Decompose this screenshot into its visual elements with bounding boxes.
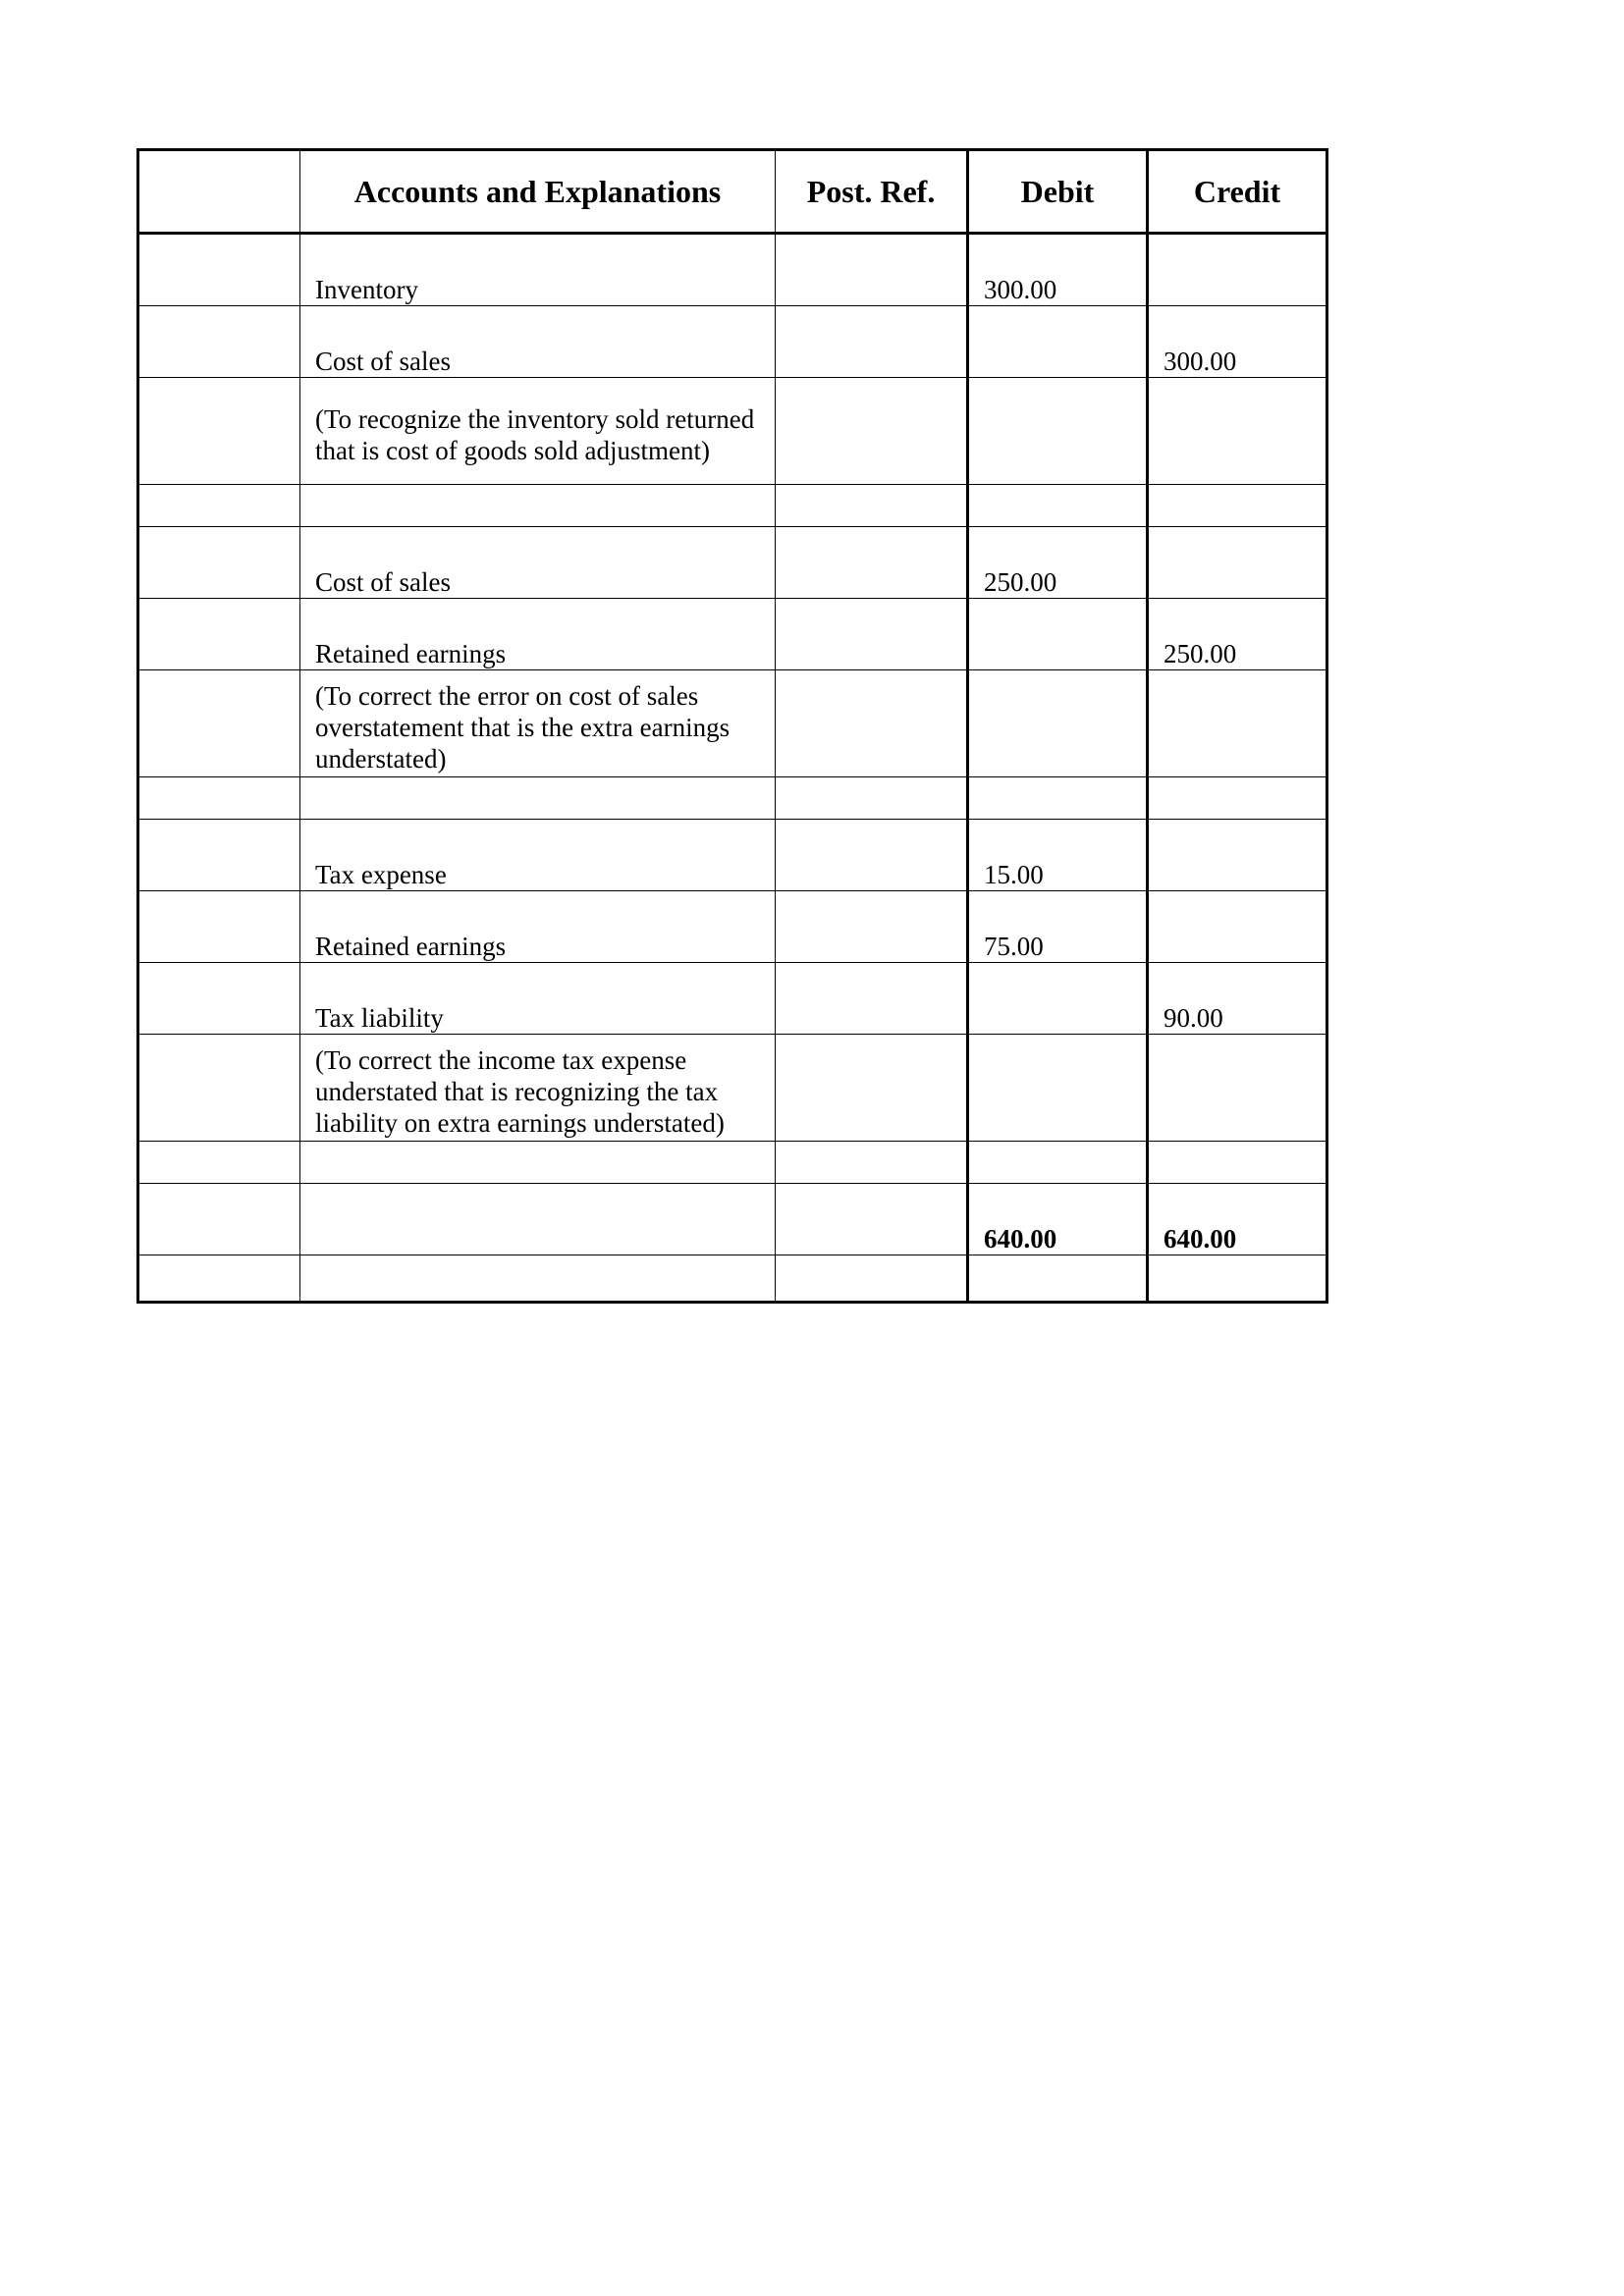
explanation-cell [300,1035,776,1142]
explanation-cell [300,378,776,485]
post-ref-cell [776,234,968,306]
debit-cell [968,1255,1148,1303]
spacer-row [138,1255,1327,1303]
date-header [138,150,300,234]
post-ref-cell [776,1142,968,1184]
journal-line [138,891,1327,963]
account-cell: Retained earnings [300,599,776,670]
credit-cell: 250.00 [1148,599,1327,670]
date-cell [138,485,300,527]
spacer-row [138,777,1327,820]
debit-cell: 75.00 [968,891,1148,963]
post-ref-cell [776,1035,968,1142]
date-cell [138,1184,300,1255]
journal-line [138,599,1327,670]
explanation-cell [300,670,776,777]
post-ref-cell [776,527,968,599]
journal-entry-table [136,148,1328,1304]
account-cell: Inventory [300,234,776,306]
credit-cell [1148,485,1327,527]
credit-cell [1148,234,1327,306]
debit-cell [968,1035,1148,1142]
credit-cell [1148,1035,1327,1142]
date-cell [138,378,300,485]
account-cell [300,485,776,527]
date-cell [138,527,300,599]
debit-cell: 15.00 [968,820,1148,891]
post-ref-cell [776,378,968,485]
debit-cell: 250.00 [968,527,1148,599]
date-cell [138,963,300,1035]
date-cell [138,234,300,306]
journal-line [138,306,1327,378]
journal-line [138,820,1327,891]
post-ref-cell [776,1255,968,1303]
account-cell: Cost of sales [300,306,776,378]
date-cell [138,820,300,891]
spacer-row [138,1142,1327,1184]
debit-cell [968,485,1148,527]
post-ref-cell [776,599,968,670]
date-cell [138,777,300,820]
account-cell [300,777,776,820]
debit-cell [968,963,1148,1035]
credit-cell [1148,527,1327,599]
journal-line [138,963,1327,1035]
debit-cell [968,306,1148,378]
date-cell [138,1035,300,1142]
totals-row [138,1184,1327,1255]
post-ref-cell [776,485,968,527]
credit-cell [1148,891,1327,963]
total-credit: 640.00 [1148,1184,1327,1255]
account-cell [300,1255,776,1303]
explanation-row [138,378,1327,485]
account-cell: Retained earnings [300,891,776,963]
credit-cell [1148,777,1327,820]
account-cell: Tax liability [300,963,776,1035]
date-cell [138,891,300,963]
credit-header: Credit [1148,150,1327,234]
date-cell [138,1142,300,1184]
spacer-row [138,485,1327,527]
debit-cell [968,670,1148,777]
date-cell [138,1255,300,1303]
total-debit: 640.00 [968,1184,1148,1255]
account-cell: Tax expense [300,820,776,891]
journal-line [138,527,1327,599]
debit-cell [968,1142,1148,1184]
explanation-text: (To recognize the inventory sold returned that is cost of goods sold adjustment) [315,404,755,465]
accounts-header: Accounts and Explanations [300,150,776,234]
date-cell [138,306,300,378]
explanation-row [138,670,1327,777]
debit-cell: 300.00 [968,234,1148,306]
explanation-row [138,1035,1327,1142]
debit-header: Debit [968,150,1148,234]
post-ref-cell [776,306,968,378]
debit-cell [968,378,1148,485]
post-ref-cell [776,1184,968,1255]
account-cell: Cost of sales [300,527,776,599]
journal-line [138,234,1327,306]
post-ref-cell [776,963,968,1035]
date-cell [138,670,300,777]
post-ref-header: Post. Ref. [776,150,968,234]
debit-cell [968,599,1148,670]
date-cell [138,599,300,670]
credit-cell [1148,820,1327,891]
credit-cell [1148,378,1327,485]
header-row [138,150,1327,234]
debit-cell [968,777,1148,820]
credit-cell [1148,1142,1327,1184]
post-ref-cell [776,777,968,820]
credit-cell [1148,1255,1327,1303]
explanation-text: (To correct the error on cost of sales overstatement that is the extra earnings understated) [315,681,731,774]
account-cell [300,1142,776,1184]
explanation-text: (To correct the income tax expense understated that is recognizing the tax liability on extra earnings understated) [315,1045,725,1138]
post-ref-cell [776,670,968,777]
account-cell [300,1184,776,1255]
post-ref-cell [776,820,968,891]
post-ref-cell [776,891,968,963]
credit-cell: 300.00 [1148,306,1327,378]
credit-cell: 90.00 [1148,963,1327,1035]
credit-cell [1148,670,1327,777]
